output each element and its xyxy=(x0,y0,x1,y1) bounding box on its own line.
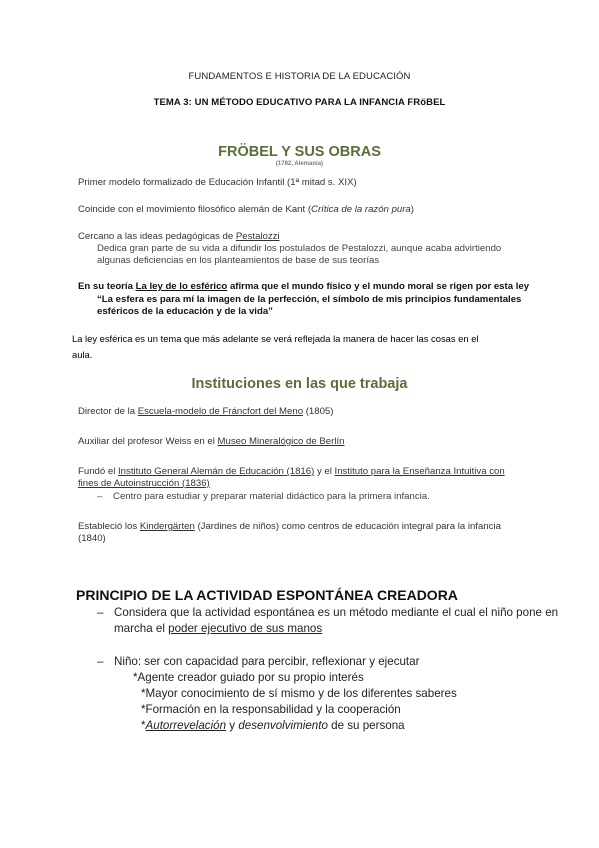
document-title: FUNDAMENTOS E HISTORIA DE LA EDUCACIÓN xyxy=(188,71,411,82)
sub4-star: * xyxy=(141,719,146,732)
dash-bullet: – xyxy=(97,491,103,502)
frobel-subheading: (1782, Alemania) xyxy=(275,161,324,167)
kinder-rest: (Jardines de niños) como centros de educación integral para la infancia xyxy=(194,521,501,532)
principle-dash-1: – xyxy=(97,606,104,619)
founded-institute-2: Instituto para la Enseñanza Intuitiva con xyxy=(334,466,505,477)
director-year: (1805) xyxy=(303,406,334,417)
principle-item-2: Niño: ser con capacidad para percibir, reflexionar y ejecutar xyxy=(114,655,420,668)
principle-sub-3: *Formación en la responsabilidad y la cooperación xyxy=(141,703,401,716)
institution-item-founded xyxy=(78,466,505,478)
institution-item-kindergarten xyxy=(78,521,501,533)
frobel-heading: FRÖBEL Y SUS OBRAS xyxy=(218,144,381,160)
assistant-museum: Museo Mineralógico de Berlín xyxy=(217,436,345,447)
principle-item-1-underlined: poder ejecutivo de sus manos xyxy=(168,622,323,635)
institutions-heading: Instituciones en las que trabaja xyxy=(191,376,408,392)
frobel-item-theory xyxy=(78,281,529,293)
frobel-item-first-model: Primer modelo formalizado de Educación Infantil (1ª mitad s. XIX) xyxy=(78,177,357,188)
assistant-text: Auxiliar del profesor Weiss en el xyxy=(78,436,218,447)
principle-sub-2: *Mayor conocimiento de sí mismo y de los diferentes saberes xyxy=(141,687,457,700)
kinder-text: Estableció los xyxy=(78,521,140,532)
kant-text: Coincide con el movimiento filosófico alemán de Kant ( xyxy=(78,204,312,215)
kant-work-title: Crítica de la razón pura xyxy=(311,204,411,215)
frobel-item-pestalozzi xyxy=(78,231,280,243)
principle-item-1-line-2 xyxy=(114,621,322,637)
quote-line-2: esféricos de la educación y de la vida” xyxy=(97,306,273,317)
quote-line-1: “La esfera es para mí la imagen de la perfección, el símbolo de mis principios fundamentales xyxy=(97,294,522,305)
principle-sub-1: *Agente creador guiado por su propio interés xyxy=(133,671,364,684)
founded-institute-2-cont: fines de Autoinstrucción (1836) xyxy=(78,478,210,489)
founded-sub-item xyxy=(97,491,430,503)
theory-rest: afirma que el mundo físico y el mundo moral se rigen por esta ley xyxy=(227,281,530,292)
note-line-2: aula. xyxy=(72,349,93,360)
pestalozzi-sub-line-2: algunas deficiencias en los planteamientos de base de sus teorías xyxy=(97,255,380,266)
kinder-name: Kindergärten xyxy=(139,521,195,532)
sub4-term-1: Autorrevelación xyxy=(145,719,227,732)
note-line-1: La ley esférica es un tema que más adelante se verá reflejada la manera de hacer las cosas en el xyxy=(72,333,479,344)
institution-item-assistant xyxy=(78,436,344,448)
founded-institute-1: Instituto General Alemán de Educación (1816) xyxy=(118,466,315,477)
sub4-term-2: desenvolvimiento xyxy=(238,719,328,732)
pestalozzi-name: Pestalozzi xyxy=(235,231,280,242)
director-school: Escuela-modelo de Fráncfort del Meno xyxy=(137,406,304,417)
principle-dash-2: – xyxy=(97,655,104,668)
principle-sub-4 xyxy=(141,718,405,734)
principle-heading: PRINCIPIO DE LA ACTIVIDAD ESPONTÁNEA CREADORA xyxy=(76,587,458,603)
director-text: Director de la xyxy=(78,406,138,417)
pestalozzi-sub-line-1: Dedica gran parte de su vida a difundir los postulados de Pestalozzi, aunque acaba advirtiendo xyxy=(97,243,502,254)
theory-text: En su teoría xyxy=(78,281,136,292)
principle-item-1-text: marcha el xyxy=(114,622,169,635)
pestalozzi-text: Cercano a las ideas pedagógicas de xyxy=(78,231,236,242)
sub4-rest: de su persona xyxy=(327,719,405,732)
founded-and: y el xyxy=(314,466,335,477)
founded-sub-text: Centro para estudiar y preparar material didáctico para la primera infancia. xyxy=(113,491,430,502)
principle-item-1-line-1: Considera que la actividad espontánea es un método mediante el cual el niño pone en xyxy=(114,606,559,619)
founded-text: Fundó el xyxy=(78,466,119,477)
frobel-item-kant xyxy=(78,204,414,216)
kinder-year: (1840) xyxy=(78,533,106,544)
document-subtitle: TEMA 3: UN MÉTODO EDUCATIVO PARA LA INFANCIA FRöBEL xyxy=(153,97,446,108)
institution-item-director xyxy=(78,406,333,418)
kant-close: ) xyxy=(410,204,414,215)
sub4-and: y xyxy=(226,719,239,732)
institution-item-founded-line-2 xyxy=(78,478,210,490)
theory-name: La ley de lo esférico xyxy=(135,281,228,292)
